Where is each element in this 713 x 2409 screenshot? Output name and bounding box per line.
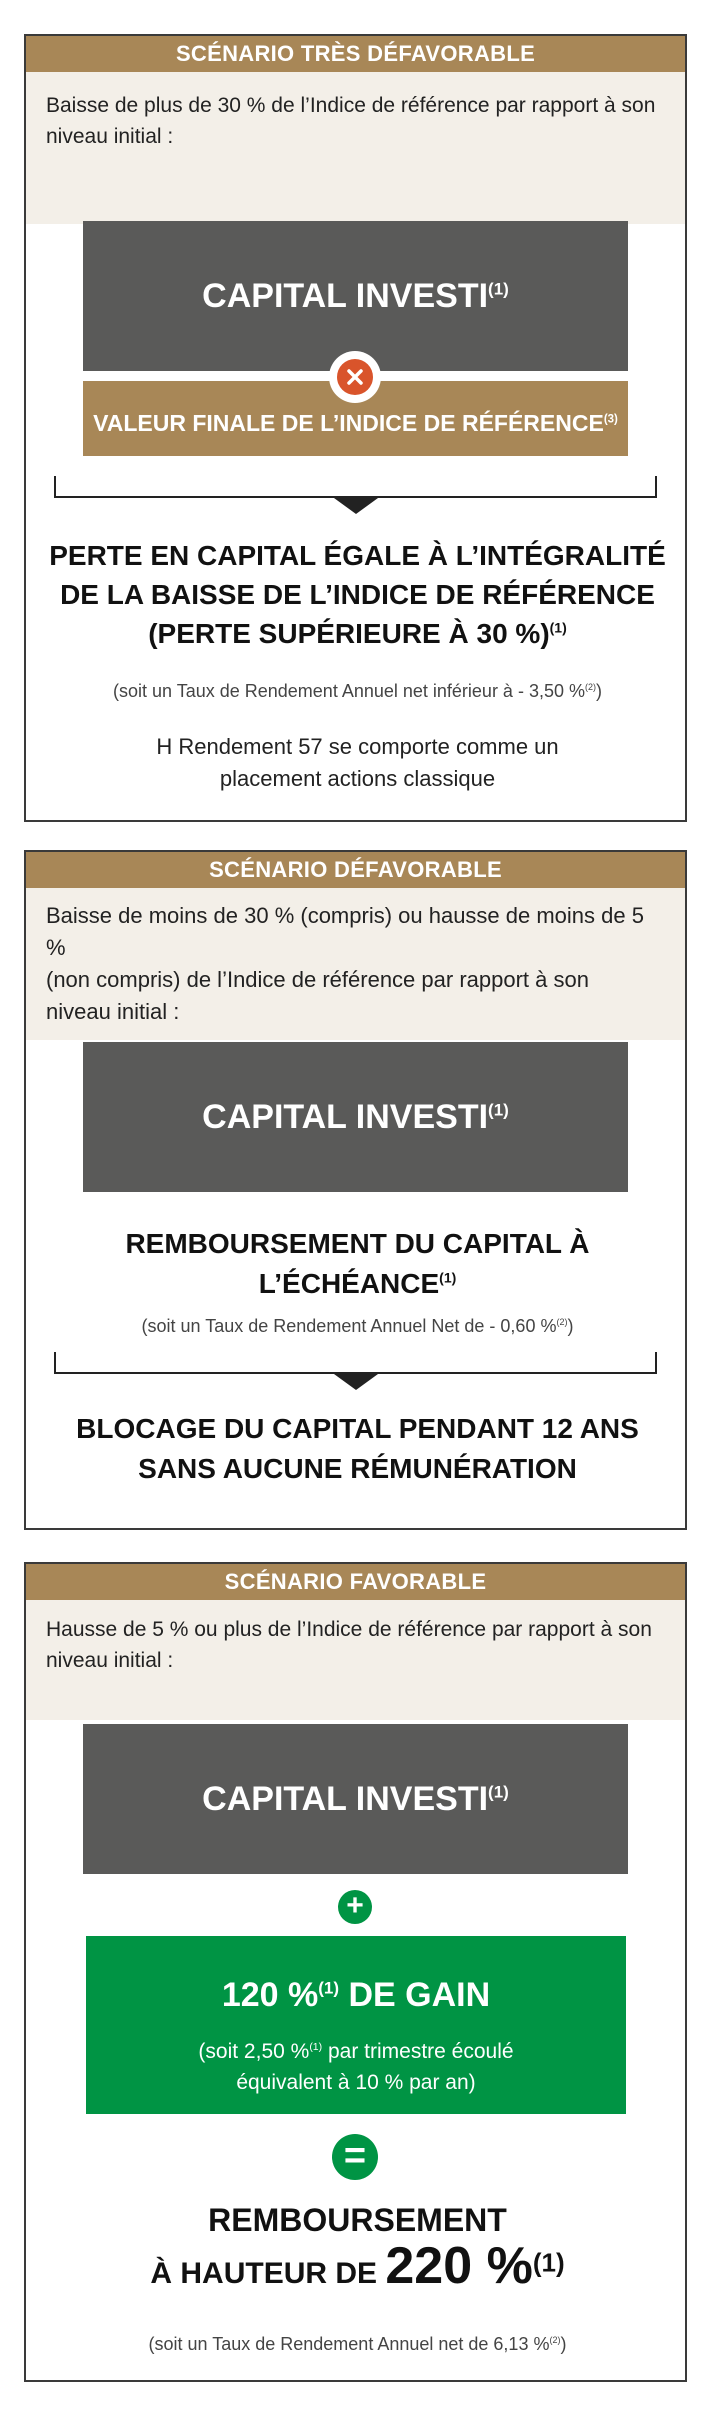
plus-icon (338, 1890, 372, 1924)
yield-note (46, 681, 669, 702)
equals-symbol: = (343, 2135, 367, 2177)
footnote-ref: (1) (488, 1100, 509, 1120)
result-line: (PERTE SUPÉRIEURE À 30 %) (148, 618, 550, 649)
capital-invested-block (83, 221, 628, 371)
result-line: DE LA BAISSE DE L’INDICE DE RÉFÉRENCE (60, 579, 655, 610)
comment-text (46, 731, 669, 795)
scenario-header: SCÉNARIO FAVORABLE (26, 1564, 685, 1600)
note-close: ) (560, 2334, 567, 2354)
note-close: ) (567, 1316, 574, 1336)
blocked-line: SANS AUCUNE RÉMUNÉRATION (138, 1453, 577, 1484)
scenario-very-unfavorable-card (24, 34, 687, 822)
footnote-ref: (3) (603, 413, 618, 426)
scenario-intro: Baisse de plus de 30 % de l’Indice de référence par rapport à son niveau initial : (26, 72, 685, 224)
capital-invested-label: CAPITAL INVESTI (202, 1098, 489, 1136)
intro-line: Baisse de moins de 30 % (compris) ou hausse de moins de 5 % (46, 903, 644, 960)
footnote-ref: (1) (309, 2041, 323, 2053)
note-text: (soit un Taux de Rendement Annuel net inférieur à - 3,50 % (113, 681, 585, 701)
scenario-header: SCÉNARIO DÉFAVORABLE (26, 852, 685, 888)
gain-label: DE GAIN (339, 1976, 491, 2014)
result-line: REMBOURSEMENT (208, 2202, 507, 2238)
plus-symbol: + (346, 1889, 364, 1922)
footnote-ref: (2) (549, 2335, 561, 2345)
result-heading (46, 536, 669, 653)
capital-blocked-heading (46, 1409, 669, 1489)
scenario-intro (26, 888, 685, 1040)
final-index-value-label: VALEUR FINALE DE L’INDICE DE RÉFÉRENCE (93, 410, 604, 436)
capital-invested-block (83, 1724, 628, 1874)
comment-line: placement actions classique (219, 766, 496, 791)
comment-line: H Rendement 57 se comporte comme un (156, 734, 559, 759)
result-line: L’ÉCHÉANCE (258, 1268, 440, 1299)
footnote-ref: (1) (488, 279, 509, 299)
bracket-divider (54, 476, 657, 498)
footnote-ref: (1) (318, 1978, 340, 1998)
scenario-unfavorable-card (24, 850, 687, 1530)
footnote-ref: (1) (439, 1269, 457, 1286)
result-heading (46, 1224, 669, 1304)
scenario-intro: Hausse de 5 % ou plus de l’Indice de référence par rapport à son niveau initial : (26, 1600, 685, 1720)
capital-invested-block (83, 1042, 628, 1192)
intro-line: niveau initial : (46, 999, 180, 1024)
equals-icon (332, 2134, 378, 2180)
result-line: PERTE EN CAPITAL ÉGALE À L’INTÉGRALITÉ (49, 540, 666, 571)
result-line: REMBOURSEMENT DU CAPITAL À (125, 1228, 590, 1259)
scenario-favorable-card (24, 1562, 687, 2382)
gain-detail: (soit 2,50 % (198, 2040, 310, 2063)
blocked-line: BLOCAGE DU CAPITAL PENDANT 12 ANS (76, 1413, 639, 1444)
gain-detail: par trimestre écoulé (322, 2040, 514, 2063)
footnote-ref: (2) (556, 1317, 568, 1327)
footnote-ref: (2) (584, 682, 596, 692)
note-text: (soit un Taux de Rendement Annuel Net de - 0,60 % (141, 1316, 557, 1336)
arrow-down-icon (334, 498, 378, 514)
footnote-ref: (1) (488, 1782, 509, 1802)
scenario-header: SCÉNARIO TRÈS DÉFAVORABLE (26, 36, 685, 72)
bracket-divider (54, 1352, 657, 1374)
gain-block (86, 1936, 626, 2114)
result-value: 220 % (385, 2237, 533, 2295)
arrow-down-icon (334, 1374, 378, 1390)
result-heading (46, 2198, 669, 2296)
footnote-ref: (1) (532, 2247, 565, 2278)
capital-invested-label: CAPITAL INVESTI (202, 277, 489, 315)
gain-detail-line: équivalent à 10 % par an) (236, 2071, 476, 2094)
footnote-ref: (1) (549, 619, 567, 636)
multiply-icon (329, 351, 381, 403)
capital-invested-label: CAPITAL INVESTI (202, 1780, 489, 1818)
note-text: (soit un Taux de Rendement Annuel net de 6,13 % (148, 2334, 550, 2354)
yield-note (46, 2334, 669, 2355)
intro-line: (non compris) de l’Indice de référence par rapport à son (46, 967, 589, 992)
result-prefix: À HAUTEUR DE (150, 2257, 386, 2290)
note-close: ) (595, 681, 602, 701)
gain-percentage: 120 % (221, 1976, 319, 2014)
yield-note (46, 1316, 669, 1337)
